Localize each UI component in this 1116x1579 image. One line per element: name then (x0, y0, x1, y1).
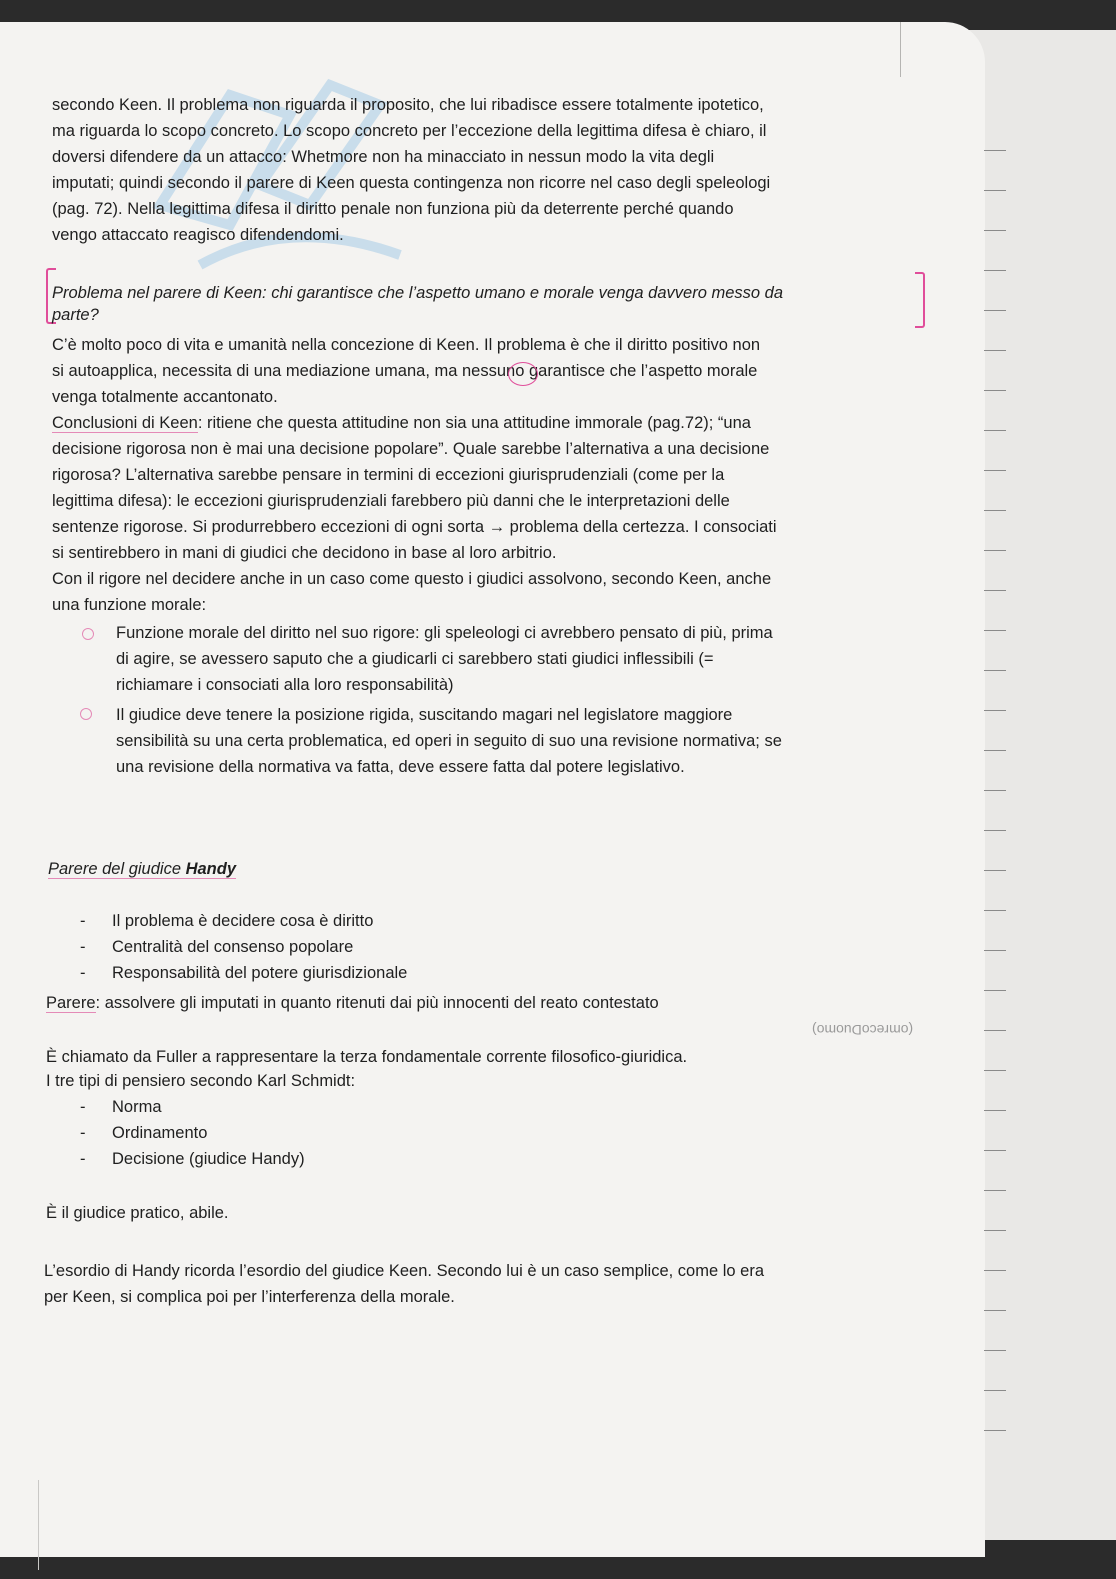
edge-tick (984, 390, 1006, 391)
edge-tick (984, 270, 1006, 271)
edge-tick (984, 1310, 1006, 1311)
body-line: legittima difesa): le eccezioni giurisprudenziali farebbero più danni che le interpretazioni delle (52, 492, 730, 510)
edge-tick (984, 190, 1006, 191)
edge-tick (984, 310, 1006, 311)
edge-tick (984, 1430, 1006, 1431)
bleed-through-text: (omrecoDuomo) (812, 1022, 914, 1038)
body-line: L’esordio di Handy ricorda l’esordio del giudice Keen. Secondo lui è un caso semplice, come lo era (44, 1262, 764, 1280)
edge-tick (984, 1390, 1006, 1391)
edge-tick (984, 750, 1006, 751)
notebook-edge (968, 30, 1116, 1540)
edge-tick (984, 590, 1006, 591)
bullet-line: richiamare i consociati alla loro responsabilità) (116, 676, 454, 694)
edge-tick (984, 790, 1006, 791)
bullet-line: Funzione morale del diritto nel suo rigore: gli speleologi ci avrebbero pensato di più, prima (116, 624, 773, 642)
dash-bullet: - (80, 938, 86, 956)
bullet-line: sensibilità su una certa problematica, ed operi in seguito di suo una revisione normativa; se (116, 732, 782, 750)
edge-tick (984, 1070, 1006, 1071)
edge-tick (984, 510, 1006, 511)
body-line: vengo attaccato reagisco difendendomi. (52, 226, 344, 244)
schmidt-item: Decisione (giudice Handy) (112, 1150, 305, 1168)
edge-tick (984, 950, 1006, 951)
body-line: rigorosa? L’alternativa sarebbe pensare in termini di eccezioni giurisprudenziali (come per la (52, 466, 725, 484)
pink-circle-annotation (508, 362, 538, 386)
bullet-line: Il giudice deve tenere la posizione rigida, suscitando magari nel legislatore maggiore (116, 706, 733, 724)
parere-line (46, 990, 659, 1016)
body-line: secondo Keen. Il problema non riguarda il proposito, che lui ribadisce essere totalmente ipotetico, (52, 96, 764, 114)
conclusions-line (52, 410, 751, 436)
edge-tick (984, 550, 1006, 551)
edge-tick (984, 670, 1006, 671)
edge-tick (984, 430, 1006, 431)
body-line: si autoapplica, necessita di una mediazione umana, ma nessuno garantisce che l’aspetto morale (52, 362, 758, 380)
handy-heading-prefix: Parere del giudice (48, 860, 186, 878)
edge-tick (984, 470, 1006, 471)
handy-point: Il problema è decidere cosa è diritto (112, 912, 374, 930)
body-line: doversi difendere da un attacco: Whetmore non ha minacciato in nessun modo la vita degli (52, 148, 715, 166)
edge-tick (984, 1030, 1006, 1031)
handy-heading-name: Handy (185, 860, 237, 878)
body-line: C’è molto poco di vita e umanità nella concezione di Keen. Il problema è che il diritto positivo non (52, 336, 761, 354)
handy-heading (48, 856, 236, 882)
body-line: È il giudice pratico, abile. (46, 1204, 229, 1222)
bullet-icon (82, 628, 94, 640)
problem-heading: Problema nel parere di Keen: chi garantisce che l’aspetto umano e morale venga davvero messo da (52, 284, 784, 302)
edge-tick (984, 630, 1006, 631)
edge-tick (984, 1150, 1006, 1151)
dash-bullet: - (80, 912, 86, 930)
pink-bracket-right (915, 272, 925, 328)
bullet-line: una revisione della normativa va fatta, deve essere fatta dal potere legislativo. (116, 758, 685, 776)
edge-tick (984, 1350, 1006, 1351)
edge-tick (984, 350, 1006, 351)
edge-tick (984, 1190, 1006, 1191)
bullet-icon (80, 708, 92, 720)
body-line: (pag. 72). Nella legittima difesa il diritto penale non funziona più da deterrente perché quando (52, 200, 734, 218)
dash-bullet: - (80, 964, 86, 982)
handy-point: Centralità del consenso popolare (112, 938, 354, 956)
body-line: una funzione morale: (52, 596, 207, 614)
bullet-line: di agire, se avessero saputo che a giudicarli ci sarebbero stati giudici inflessibili (= (116, 650, 714, 668)
bottom-margin-line (38, 1480, 39, 1570)
body-line: sentenze rigorose. Si produrrebbero eccezioni di ogni sorta → problema della certezza. I consociati (52, 518, 777, 536)
body-line: È chiamato da Fuller a rappresentare la terza fondamentale corrente filosofico-giuridica. (46, 1048, 688, 1066)
edge-tick (984, 990, 1006, 991)
conclusions-label: Conclusioni di Keen (52, 414, 198, 432)
edge-tick (984, 1110, 1006, 1111)
dash-bullet: - (80, 1150, 86, 1168)
edge-tick (984, 910, 1006, 911)
schmidt-item: Norma (112, 1098, 162, 1116)
edge-tick (984, 830, 1006, 831)
edge-tick (984, 1270, 1006, 1271)
dash-bullet: - (80, 1124, 86, 1142)
conclusions-text: : ritiene che questa attitudine non sia una attitudine immorale (pag.72); “una (197, 414, 751, 432)
margin-line (900, 22, 901, 77)
body-line: ma riguarda lo scopo concreto. Lo scopo concreto per l’eccezione della legittima difesa è chiaro, il (52, 122, 767, 140)
parere-label: Parere (46, 994, 96, 1012)
body-line: decisione rigorosa non è mai una decisione popolare”. Quale sarebbe l’alternativa a una decisione (52, 440, 770, 458)
body-line: si sentirebbero in mani di giudici che decidono in base al loro arbitrio. (52, 544, 557, 562)
body-line: per Keen, si complica poi per l’interferenza della morale. (44, 1288, 455, 1306)
body-line: Con il rigore nel decidere anche in un caso come questo i giudici assolvono, secondo Keen, anche (52, 570, 772, 588)
edge-tick (984, 1230, 1006, 1231)
handy-point: Responsabilità del potere giurisdizionale (112, 964, 408, 982)
body-line: imputati; quindi secondo il parere di Keen questa contingenza non ricorre nel caso degli speleologi (52, 174, 771, 192)
edge-tick (984, 230, 1006, 231)
edge-tick (984, 870, 1006, 871)
edge-tick (984, 710, 1006, 711)
parere-text: : assolvere gli imputati in quanto ritenuti dai più innocenti del reato contestato (95, 994, 659, 1012)
edge-tick (984, 150, 1006, 151)
dash-bullet: - (80, 1098, 86, 1116)
problem-heading-cont: parte? (52, 306, 99, 324)
body-line: venga totalmente accantonato. (52, 388, 278, 406)
schmidt-item: Ordinamento (112, 1124, 208, 1142)
body-line: I tre tipi di pensiero secondo Karl Schmidt: (46, 1072, 356, 1090)
